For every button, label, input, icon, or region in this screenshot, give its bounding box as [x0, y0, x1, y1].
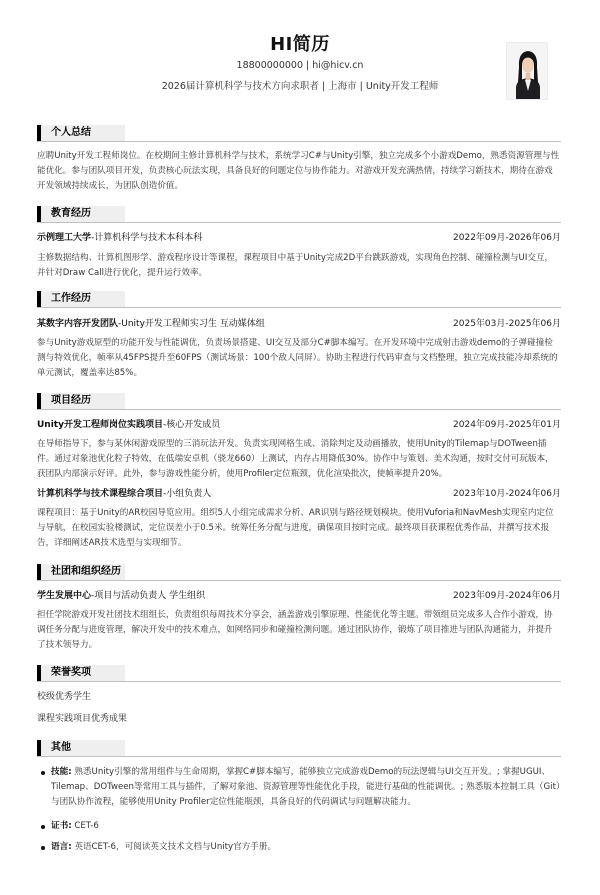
other-language-label: 语言:: [51, 842, 72, 852]
club-entry-header: [37, 588, 561, 604]
project-entry-header: [37, 486, 561, 502]
project-entry-title: [37, 486, 211, 502]
section-header-work: [37, 290, 561, 308]
section-header-other: [37, 739, 561, 757]
work-entry-header: [37, 316, 561, 332]
bullet-dot: [41, 825, 45, 829]
club-date: 2023年09月-2024年06月: [453, 591, 561, 601]
award-item: 课程实践项目优秀成果: [37, 714, 128, 724]
work-company: 某数字内容开发团队: [37, 319, 119, 329]
section-title: 个人总结: [51, 127, 91, 138]
project-name: 计算机科学与技术课程综合项目: [37, 489, 164, 499]
other-skills-label: 技能:: [51, 767, 72, 777]
work-entry-title: [37, 316, 265, 332]
education-major: -计算机科学与技术本科本科: [91, 233, 203, 243]
other-certificate-text: CET-6: [74, 821, 99, 831]
section-header-education: [37, 205, 561, 223]
other-skills-text: 熟悉Unity引擎的常用组件与生命周期，掌握C#脚本编写，能够独立完成游戏Demo的玩法逻辑与UI交互开发。; 掌握UGUI、Tilemap、DOTween等常用工具与插件，了解对象池、资源管理等性能优化手段，能进行基础的性能调优。; 熟悉版本控制工具（Git）与团队协作流程，能够使用Unity Profiler定位性能瓶颈，具备良好的代码调试与问题解决能力。: [51, 767, 561, 807]
section-title: 社团和组织经历: [51, 566, 121, 577]
section-header-clubs: [37, 563, 561, 581]
project-name: Unity开发工程师岗位实践项目: [37, 420, 163, 430]
profile-photo: [506, 42, 548, 100]
bullet-dot: [41, 846, 45, 850]
section-title: 项目经历: [51, 395, 91, 406]
section-title: 荣誉奖项: [51, 667, 91, 678]
work-description: 参与Unity游戏原型的功能开发与性能调优，负责场景搭建、UI交互及部分C#脚本编写。在开发环境中完成射击游戏demo的子弹碰撞检测与特效优化，帧率从45FPS提升至60FPS（测试场景：100个敌人同屏）。协助主程进行代码审查与文档整理，独立完成技能冷却系统的单元测试，覆盖率达85%。: [37, 338, 558, 378]
project-role: -小组负责人: [163, 489, 212, 499]
resume-header: [0, 0, 600, 118]
education-date: 2022年09月-2026年06月: [453, 233, 561, 243]
section-header-awards: [37, 664, 561, 682]
other-certificate: [37, 819, 561, 834]
project-description: 课程项目：基于Unity的AR校园导览应用。组织5人小组完成需求分析、AR识别与路径规划模块。使用Vuforia和NavMesh实现室内定位与导航，在校园实验楼测试，定位误差小于0.5米。统筹任务分配与进度，确保项目按时完成。最终项目获课程优秀作品，并撰写技术报告，详细阐述AR技术选型与实现细节。: [37, 508, 554, 548]
education-entry-header: [37, 230, 561, 246]
other-language-text: 英语CET-6，可阅读英文技术文档与Unity官方手册。: [74, 842, 277, 852]
job-intent: 2026届计算机科学与技术方向求职者 | 上海市 | Unity开发工程师: [161, 81, 439, 92]
club-role: -项目与活动负责人 学生组织: [91, 591, 206, 601]
bullet-dot: [41, 771, 45, 775]
contact-info: 18800000000 | hi@hicv.cn: [236, 60, 364, 71]
project-role: -核心开发成员: [162, 420, 221, 430]
project-date: 2023年10月-2024年06月: [453, 489, 561, 499]
work-date: 2025年03月-2025年06月: [453, 319, 561, 329]
project-description: 在导师指导下，参与某休闲游戏原型的三消玩法开发。负责实现网格生成、消除判定及动画播放，使用Unity的Tilemap与DOTween插件。通过对象池优化粒子特效，在低端安卓机（骁龙660）上测试，内存占用降低30%。协作中与策划、美术沟通，按时交付可玩版本，获团队内部演示好评。此外，参与游戏性能分析，使用Profiler定位瓶颈，优化渲染批次，使帧率提升20%。: [37, 439, 554, 479]
club-description: 担任学院游戏开发社团技术组组长，负责组织每周技术分享会，涵盖游戏引擎原理、性能优化等主题。带领组员完成多人合作小游戏，协调任务分配与进度管理，解决开发中的技术难点，如网络同步和碰撞检测问题。通过团队协作，锻炼了项目推进与团队沟通能力，并提升了技术领导力。: [37, 610, 553, 650]
work-role: -Unity开发工程师实习生 互动媒体组: [118, 319, 265, 329]
education-description: 主修数据结构、计算机图形学、游戏程序设计等课程，课程项目中基于Unity完成2D平台跳跃游戏，实现角色控制、碰撞检测与UI交互，并针对Draw Call进行优化，提升运行效率。: [37, 253, 554, 278]
summary-text: 应聘Unity开发工程师岗位。在校期间主修计算机科学与技术，系统学习C#与Unity引擎，独立完成多个小游戏Demo，熟悉资源管理与性能优化。参与团队项目开发，负责核心玩法实现，具备良好的问题定位与协作能力。对游戏开发充满热情，持续学习新技术，期待在游戏开发领域持续成长，为团队创造价值。: [37, 151, 560, 191]
section-title: 教育经历: [51, 208, 91, 219]
award-item: 校级优秀学生: [37, 692, 92, 702]
club-entry-title: [37, 588, 205, 604]
project-entry-header: [37, 417, 561, 433]
other-certificate-label: 证书:: [51, 821, 72, 831]
profile-photo-image: [507, 43, 548, 100]
section-header-projects: [37, 392, 561, 410]
section-title: 工作经历: [51, 293, 91, 304]
other-skills: [37, 765, 561, 810]
section-title: 其他: [51, 742, 71, 753]
section-header-summary: [37, 124, 561, 142]
other-language: [37, 840, 561, 855]
education-school: 示例理工大学: [37, 233, 92, 243]
project-entry-title: [37, 417, 220, 433]
club-org: 学生发展中心: [37, 591, 92, 601]
candidate-name: HI简历: [270, 34, 330, 55]
education-entry-title: [37, 230, 202, 246]
project-date: 2024年09月-2025年01月: [453, 420, 561, 430]
